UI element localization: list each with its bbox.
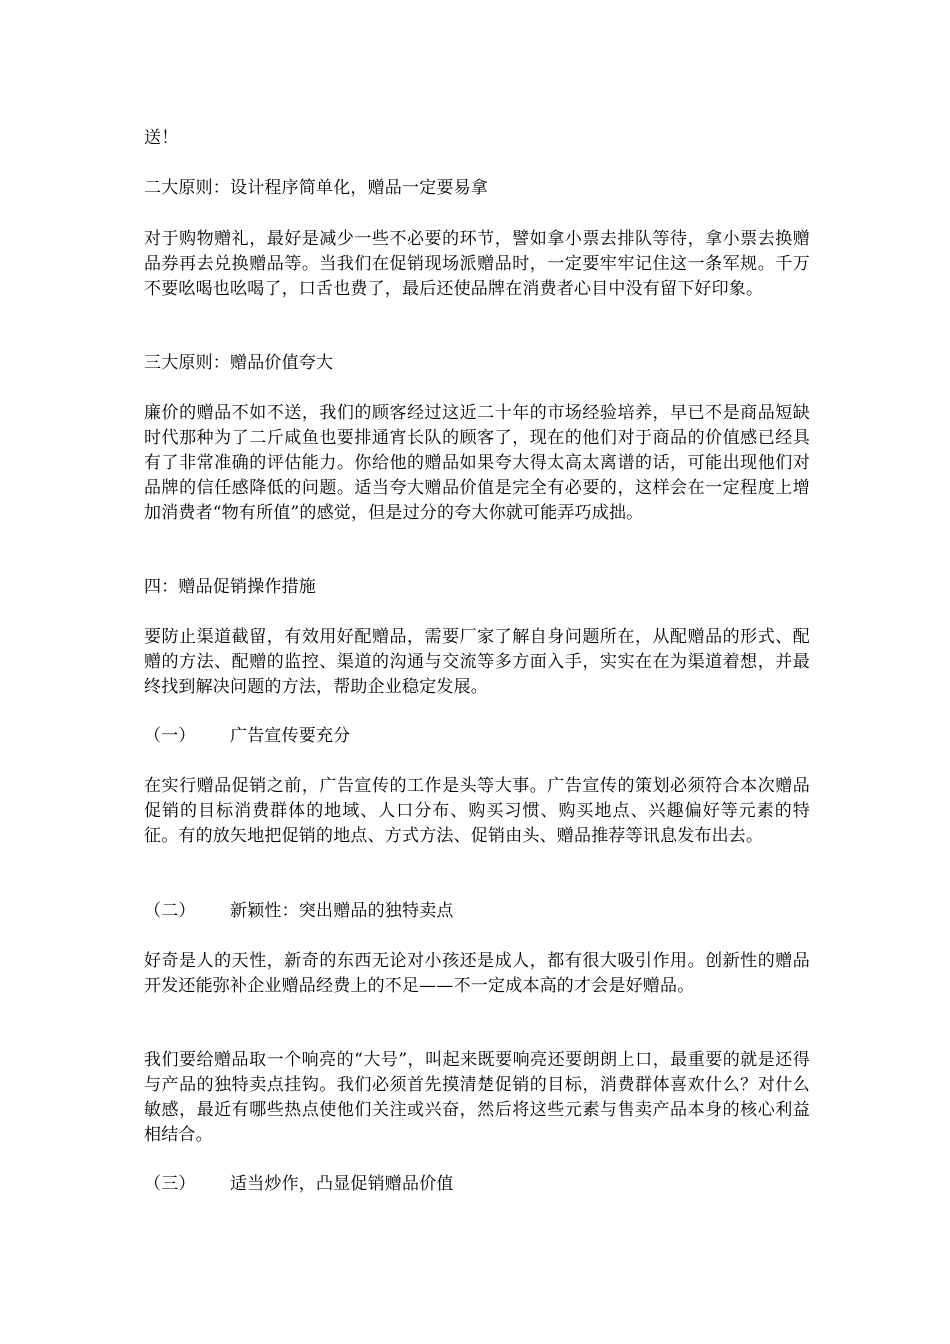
heading-principle-2: 二大原则：设计程序简单化，赠品一定要易拿 <box>144 178 488 198</box>
heading-principle-3: 三大原则：赠品价值夸大 <box>144 353 334 373</box>
paragraph-principle-3: 廉价的赠品不如不送，我们的顾客经过这近二十年的市场经验培养，早已不是商品短缺时代那种为了二斤咸鱼也要排通宵长队的顾客了，现在的他们对于商品的价值感已经具有了非常准确的评估能力。你给他的赠品如果夸大得太高太离谱的话，可能出现他们对品牌的信任感降低的问题。适当夸大赠品价值是完全有必要的，这样会在一定程度上增加消费者“物有所值”的感觉，但是过分的夸大你就可能弄巧成拙。 <box>144 403 810 523</box>
item-2-number: （二） <box>144 901 196 921</box>
item-2-title: 新颖性：突出赠品的独特卖点 <box>230 901 454 921</box>
document-page <box>144 0 810 1344</box>
item-3-title: 适当炒作，凸显促销赠品价值 <box>230 1174 454 1194</box>
item-1-number: （一） <box>144 726 196 746</box>
paragraph-item-2b: 我们要给赠品取一个响亮的“大号”，叫起来既要响亮还要朗朗上口，最重要的就是还得与产品的独特卖点挂钩。我们必须首先摸清楚促销的目标，消费群体喜欢什么？对什么敏感，最近有哪些热点使他们关注或兴奋，然后将这些元素与售卖产品本身的核心利益相结合。 <box>144 1050 810 1145</box>
paragraph-principle-2: 对于购物赠礼，最好是减少一些不必要的环节，譬如拿小票去排队等待，拿小票去换赠品券再去兑换赠品等。当我们在促销现场派赠品时，一定要牢牢记住这一条军规。千万不要吆喝也吆喝了，口舌也费了，最后还使品牌在消费者心目中没有留下好印象。 <box>144 229 810 299</box>
heading-item-3 <box>144 1172 810 1197</box>
heading-section-4: 四：赠品促销操作措施 <box>144 577 316 597</box>
paragraph-continuation: 送！ <box>144 128 179 148</box>
heading-item-1 <box>144 724 810 749</box>
paragraph-item-2a: 好奇是人的天性，新奇的东西无论对小孩还是成人，都有很大吸引作用。创新性的赠品开发还能弥补企业赠品经费上的不足——不一定成本高的才会是好赠品。 <box>144 951 810 996</box>
item-3-number: （三） <box>144 1174 196 1194</box>
paragraph-section-4: 要防止渠道截留，有效用好配赠品，需要厂家了解自身问题所在，从配赠品的形式、配赠的方法、配赠的监控、渠道的沟通与交流等多方面入手，实实在在为渠道着想，并最终找到解决问题的方法，帮助企业稳定发展。 <box>144 627 810 697</box>
heading-item-2 <box>144 899 810 924</box>
paragraph-item-1: 在实行赠品促销之前，广告宣传的工作是头等大事。广告宣传的策划必须符合本次赠品促销的目标消费群体的地域、人口分布、购买习惯、购买地点、兴趣偏好等元素的特征。有的放矢地把促销的地点、方式方法、促销由头、赠品推荐等讯息发布出去。 <box>144 776 810 846</box>
item-1-title: 广告宣传要充分 <box>230 726 351 746</box>
